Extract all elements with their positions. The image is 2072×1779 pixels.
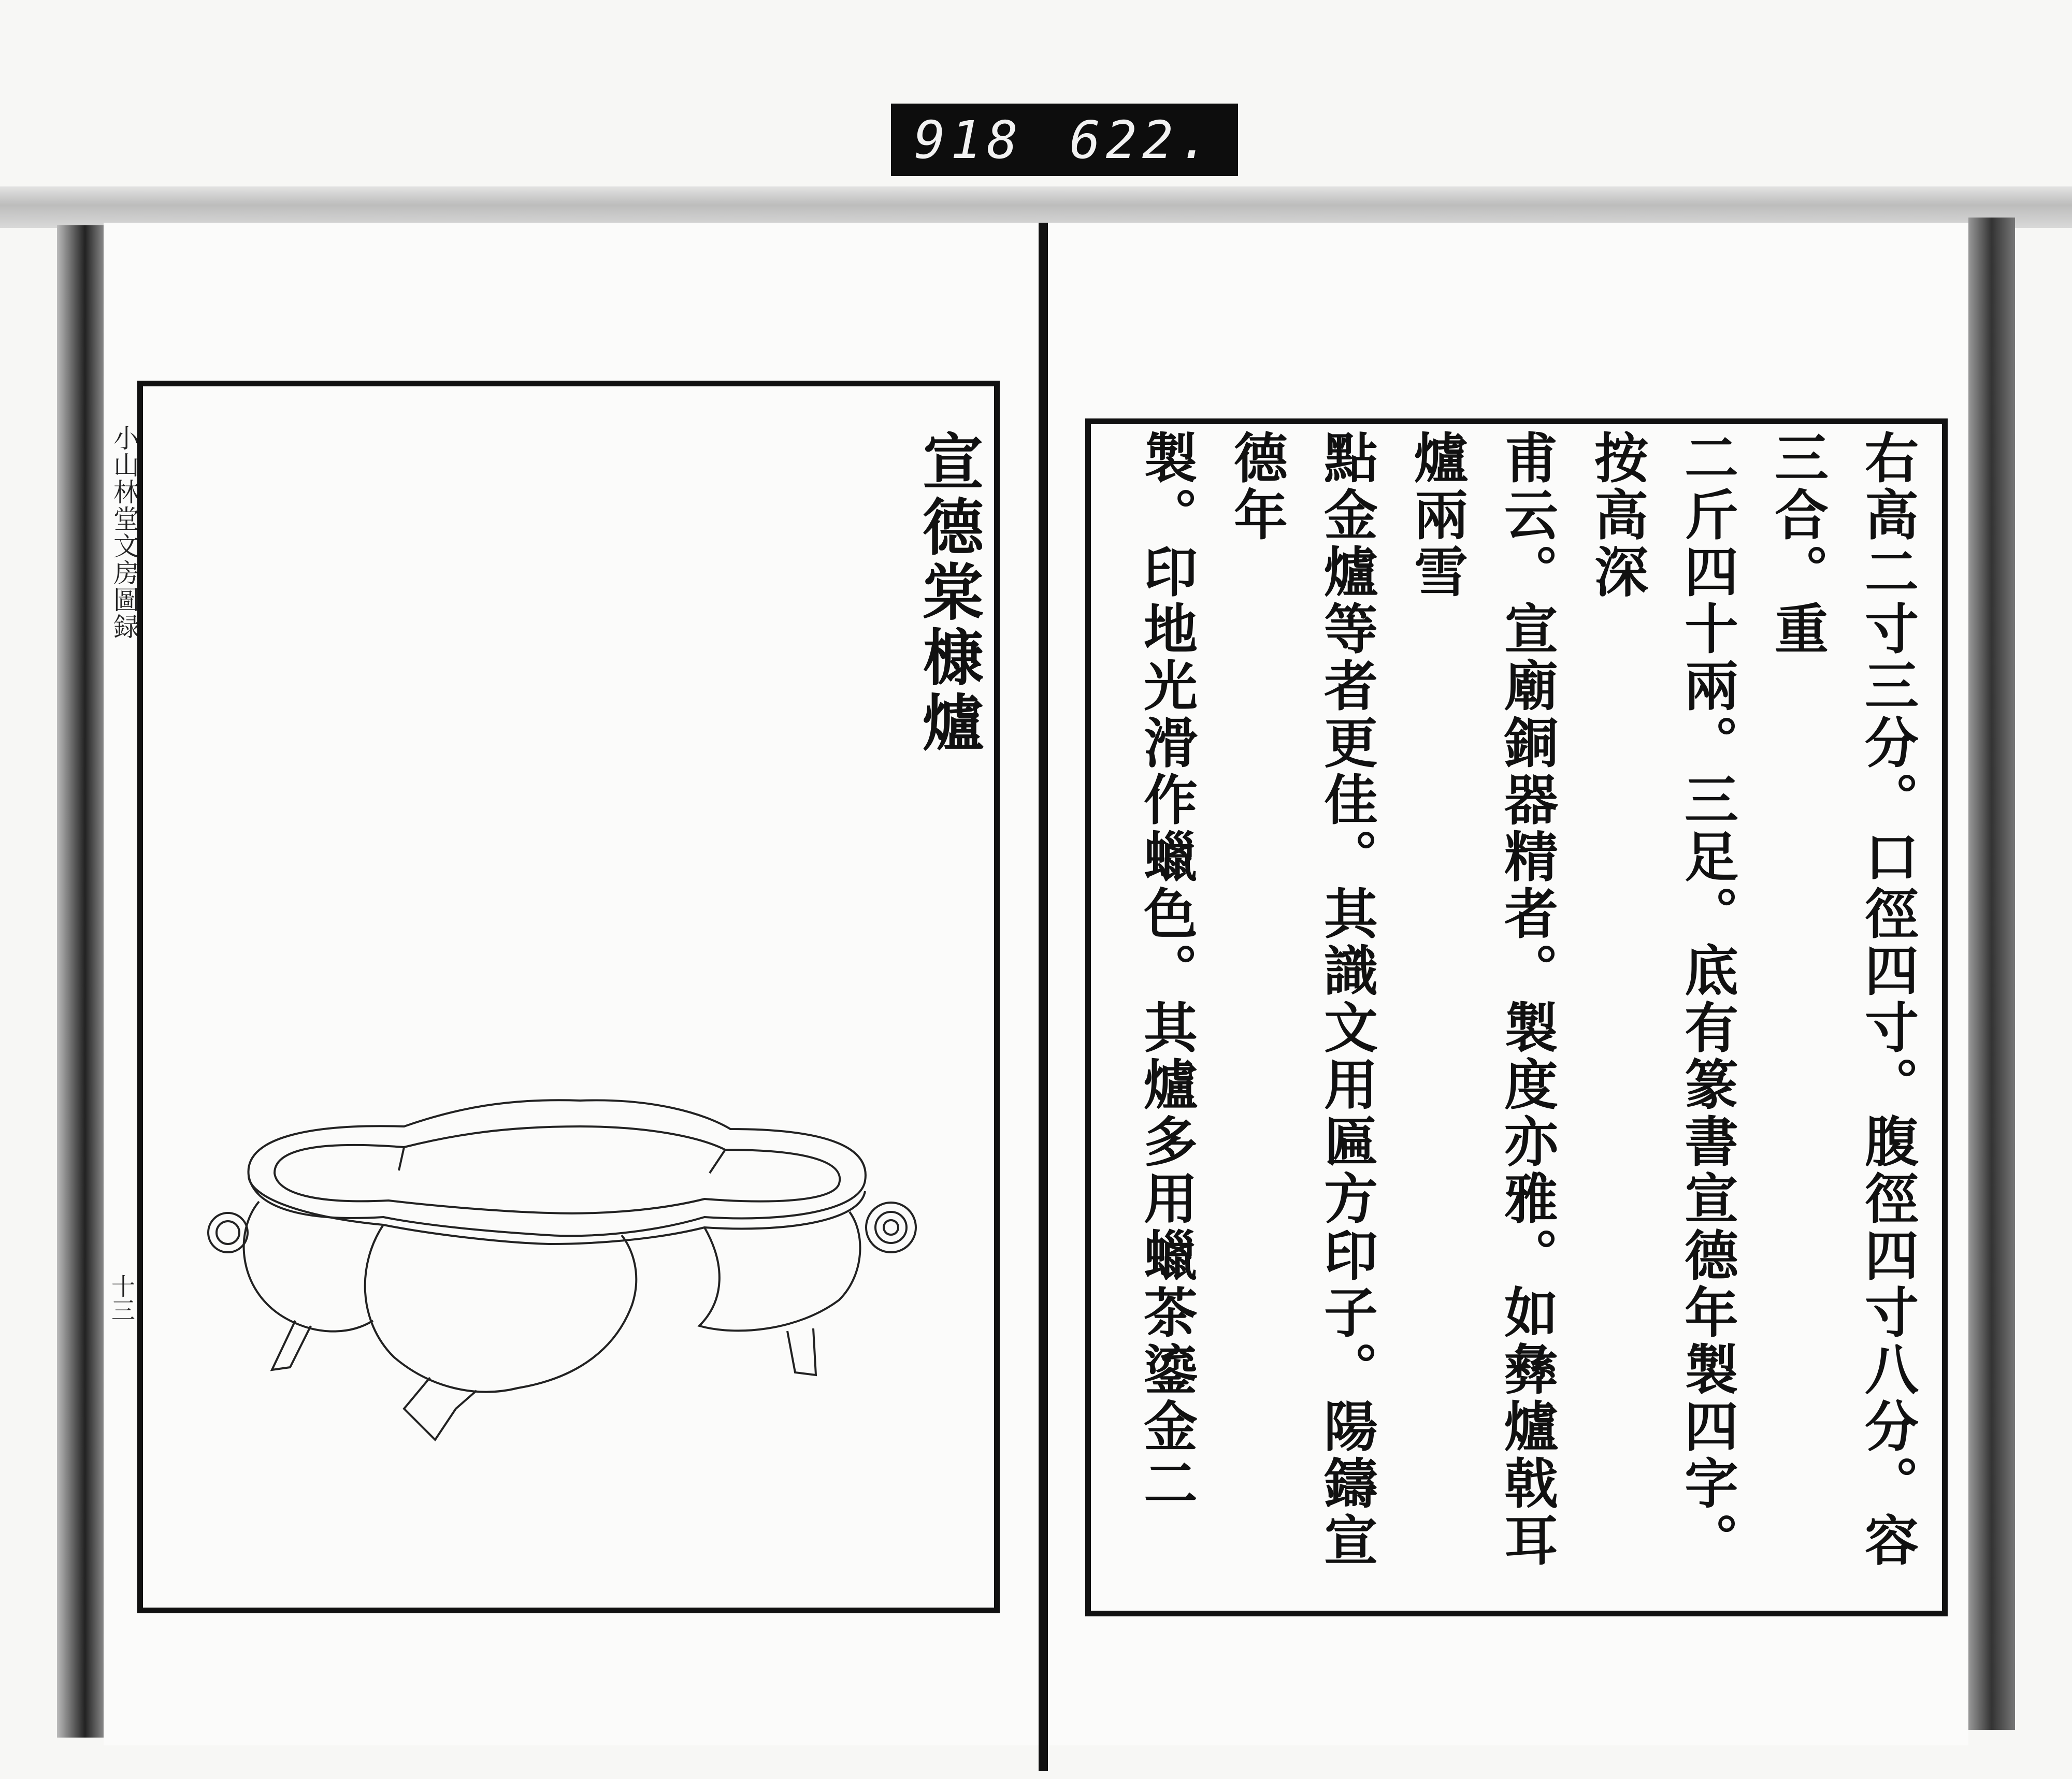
book-gutter (1039, 223, 1048, 1771)
censer-body-right (699, 1212, 860, 1330)
censer-body-center (365, 1225, 637, 1392)
text-column: 甫云。宣廟銅器精者。製度亦雅。如彝爐戟耳爐兩雪 (1405, 430, 1559, 1569)
censer-illustration (186, 1077, 938, 1492)
catalog-number-right: 622. (1069, 109, 1215, 170)
censer-foot-right (787, 1328, 816, 1375)
margin-page-number: 十三 (108, 1274, 136, 1322)
censer-foot-left (272, 1321, 311, 1370)
censer-handle-right (866, 1203, 916, 1252)
catalog-number-label (891, 104, 1238, 176)
description-text (1109, 430, 1932, 1595)
text-column: 二斤四十兩。三足。底有篆書宣德年製四字。按高深 (1585, 430, 1739, 1569)
vessel-title: 宣德棠槺爐 (912, 430, 984, 756)
book-right-edge (1968, 218, 2015, 1730)
text-column: 點金爐等者更佳。其識文用匾方印子。陽鑄宣德年 (1225, 430, 1378, 1569)
scan-shadow-band (0, 186, 2072, 228)
text-column: 右高二寸三分。口徑四寸。腹徑四寸八分。容三合。重 (1765, 430, 1919, 1569)
book-left-edge (57, 225, 104, 1738)
catalog-number-left: 918 (914, 109, 1024, 170)
censer-handle-left (208, 1213, 248, 1252)
text-column: 製。印地光滑作蠟色。其爐多用蠟茶鎏金二 (1134, 430, 1198, 1512)
censer-rim-inner (275, 1126, 840, 1213)
censer-foot-center (404, 1378, 477, 1440)
margin-book-title: 小山林堂文房圖録 (109, 425, 139, 640)
censer-rim-outer (249, 1100, 866, 1236)
